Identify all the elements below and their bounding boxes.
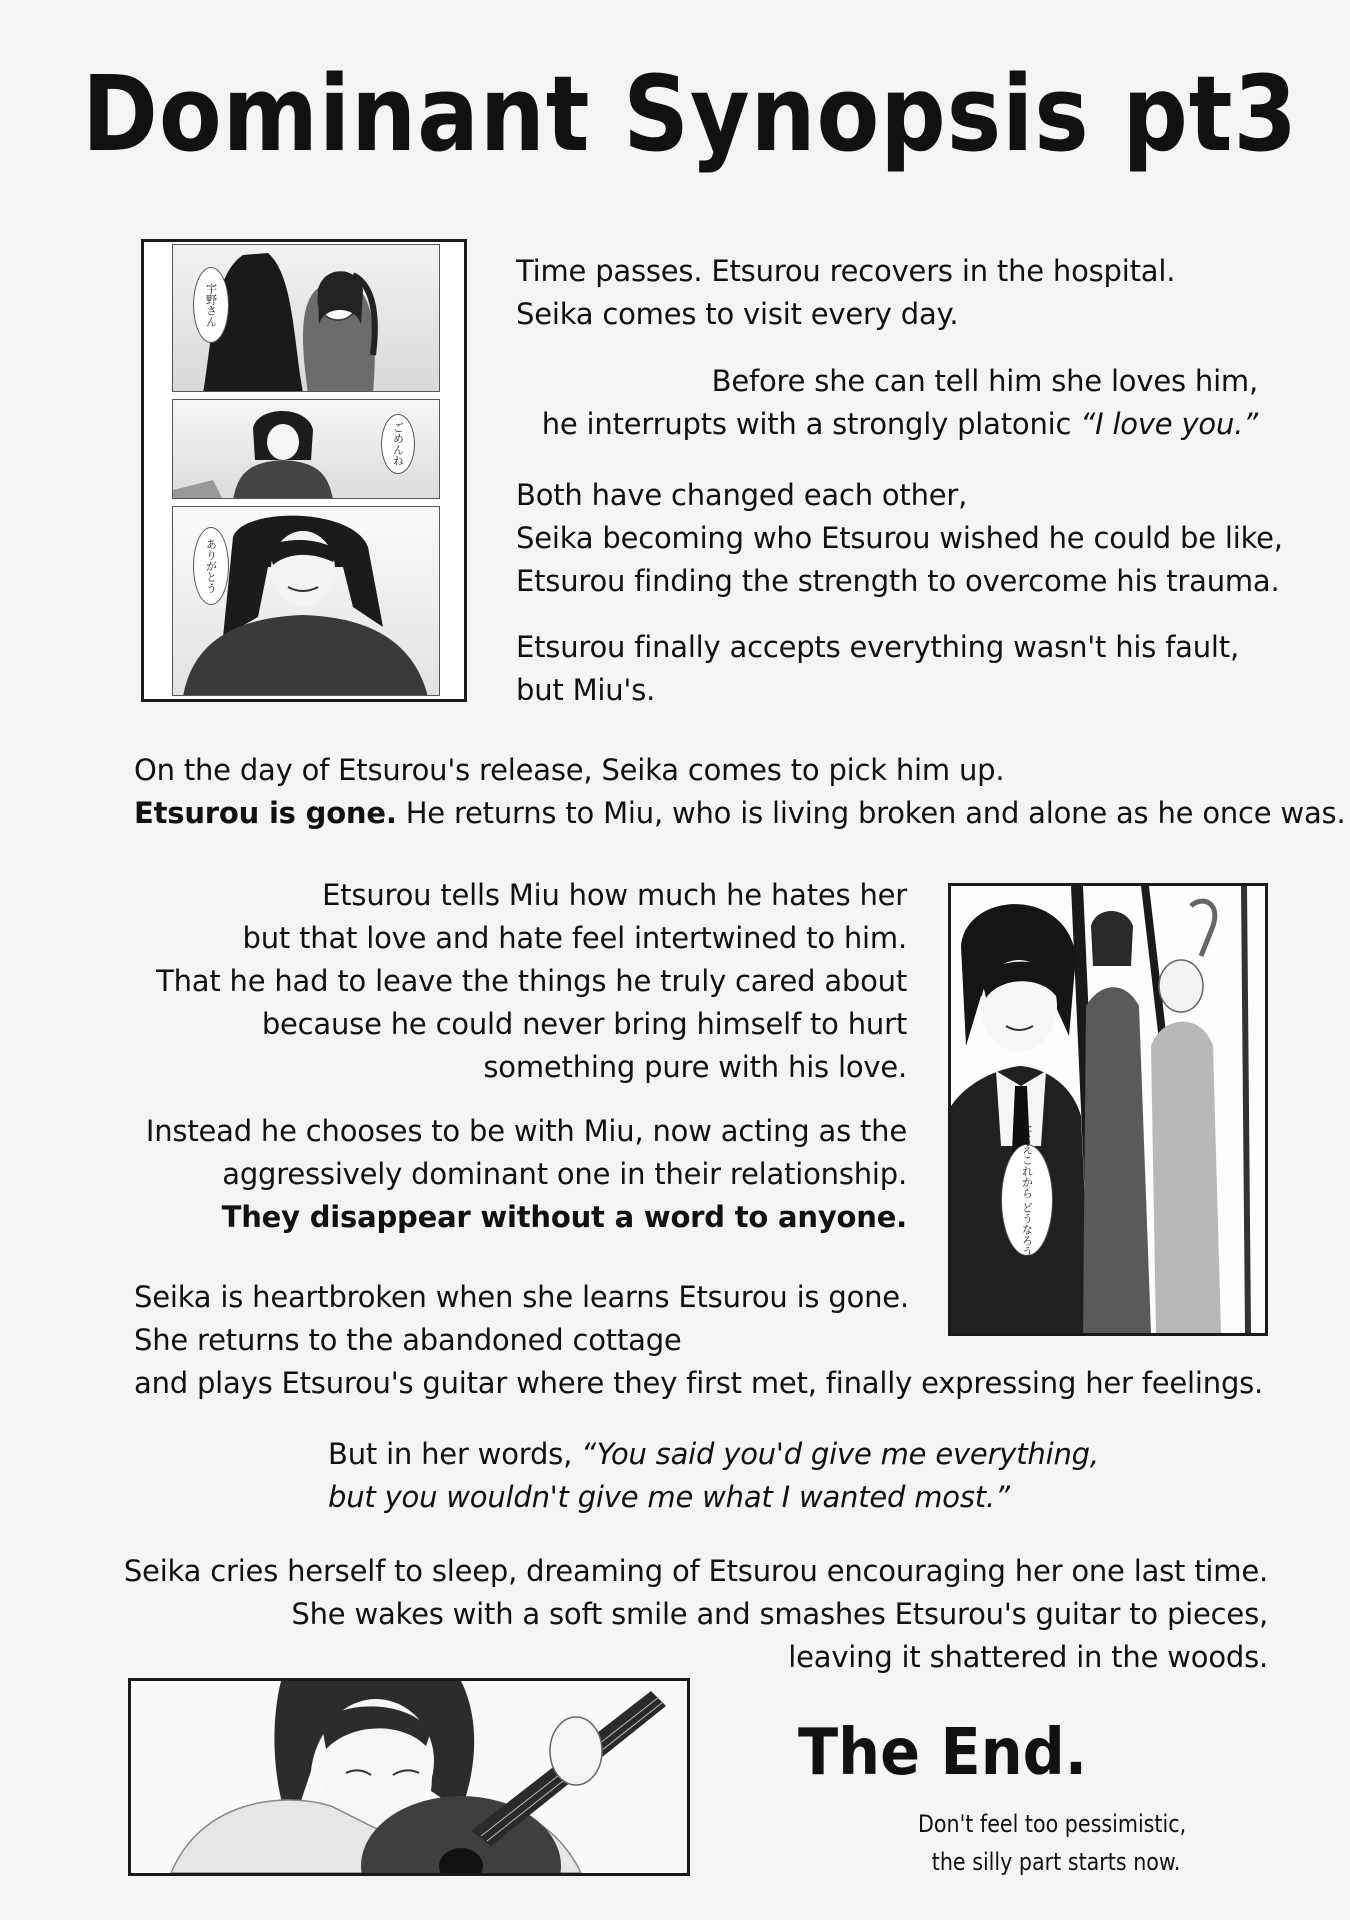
text-line: She wakes with a soft smile and smashes Etsurou's guitar to pieces,: [291, 1597, 1268, 1631]
text-line: That he had to leave the things he truly cared about: [156, 964, 907, 998]
manga-frame-visit: [172, 244, 440, 392]
quote-text: “You said you'd give me everything,: [581, 1437, 1099, 1471]
manga-art-departure: [951, 886, 1265, 1333]
speech-bubble: ありがとう: [193, 527, 229, 605]
text-line: [328, 1433, 1099, 1476]
text-span: But in her words,: [328, 1437, 582, 1471]
manga-frame-thanks: [172, 506, 440, 696]
text-line: Before she can tell him she loves him,: [711, 364, 1258, 398]
manga-panel-guitar: [128, 1678, 690, 1876]
text-line: Etsurou finally accepts everything wasn't his fault,: [516, 630, 1239, 664]
text-line: because he could never bring himself to hurt: [261, 1007, 907, 1041]
synopsis-paragraph-4: [516, 626, 1239, 712]
synopsis-paragraph-10: [124, 1550, 1268, 1679]
page-title: Dominant Synopsis pt3: [82, 53, 1298, 175]
synopsis-paragraph-1: [516, 250, 1175, 336]
text-line: Seika cries herself to sleep, dreaming of Etsurou encouraging her one last time.: [123, 1554, 1268, 1588]
text-line: Don't feel too pessimistic,: [918, 1810, 1187, 1838]
text-line: On the day of Etsurou's release, Seika comes to pick him up.: [134, 753, 1005, 787]
bold-text: They disappear without a word to anyone.: [221, 1200, 907, 1234]
bold-text: Etsurou is gone.: [134, 796, 397, 830]
manga-panel-departure: [948, 883, 1268, 1336]
speech-bubble: ごめんね: [381, 414, 415, 474]
synopsis-paragraph-8: [134, 1276, 1263, 1405]
synopsis-paragraph-7: [146, 1110, 907, 1239]
text-line: [542, 403, 1258, 446]
text-line: but Miu's.: [516, 673, 656, 707]
manga-art-guitar: [131, 1681, 687, 1873]
synopsis-paragraph-5: [134, 749, 1345, 835]
ending-title: The End.: [798, 1716, 1088, 1790]
text-span: He returns to Miu, who is living broken and alone as he once was.: [396, 796, 1346, 830]
synopsis-paragraph-6: [156, 874, 907, 1089]
quote-text: but you wouldn't give me what I wanted most.”: [328, 1480, 1010, 1514]
text-line: [134, 792, 1345, 835]
text-line: She returns to the abandoned cottage: [134, 1323, 682, 1357]
text-line: Seika comes to visit every day.: [516, 297, 959, 331]
text-line: Etsurou finding the strength to overcome his trauma.: [516, 564, 1280, 598]
text-line: Time passes. Etsurou recovers in the hospital.: [516, 254, 1176, 288]
ending-note: [918, 1805, 1186, 1881]
synopsis-paragraph-3: [516, 474, 1283, 603]
text-line: but that love and hate feel intertwined to him.: [242, 921, 907, 955]
quote-text: “I love you.”: [1080, 407, 1258, 441]
text-line: the silly part starts now.: [931, 1848, 1181, 1876]
speech-bubble: 宇野さん: [193, 267, 229, 343]
text-line: Instead he chooses to be with Miu, now acting as the: [145, 1114, 907, 1148]
text-line: Etsurou tells Miu how much he hates her: [322, 878, 907, 912]
text-line: aggressively dominant one in their relationship.: [222, 1157, 907, 1191]
synopsis-paragraph-9: [328, 1433, 1099, 1519]
text-line: something pure with his love.: [483, 1050, 907, 1084]
manga-panel-hospital: [141, 239, 467, 702]
manga-frame-apology: [172, 399, 440, 499]
text-line: Seika becoming who Etsurou wished he could be like,: [516, 521, 1283, 555]
synopsis-paragraph-2: [542, 360, 1258, 446]
text-line: Both have changed each other,: [516, 478, 968, 512]
text-span: he interrupts with a strongly platonic: [541, 407, 1081, 441]
speech-bubble: たとえこれから どうなろうとも: [1001, 1144, 1053, 1256]
text-line: Seika is heartbroken when she learns Etsurou is gone.: [134, 1280, 909, 1314]
text-line: leaving it shattered in the woods.: [788, 1640, 1268, 1674]
text-line: and plays Etsurou's guitar where they first met, finally expressing her feelings.: [134, 1366, 1264, 1400]
